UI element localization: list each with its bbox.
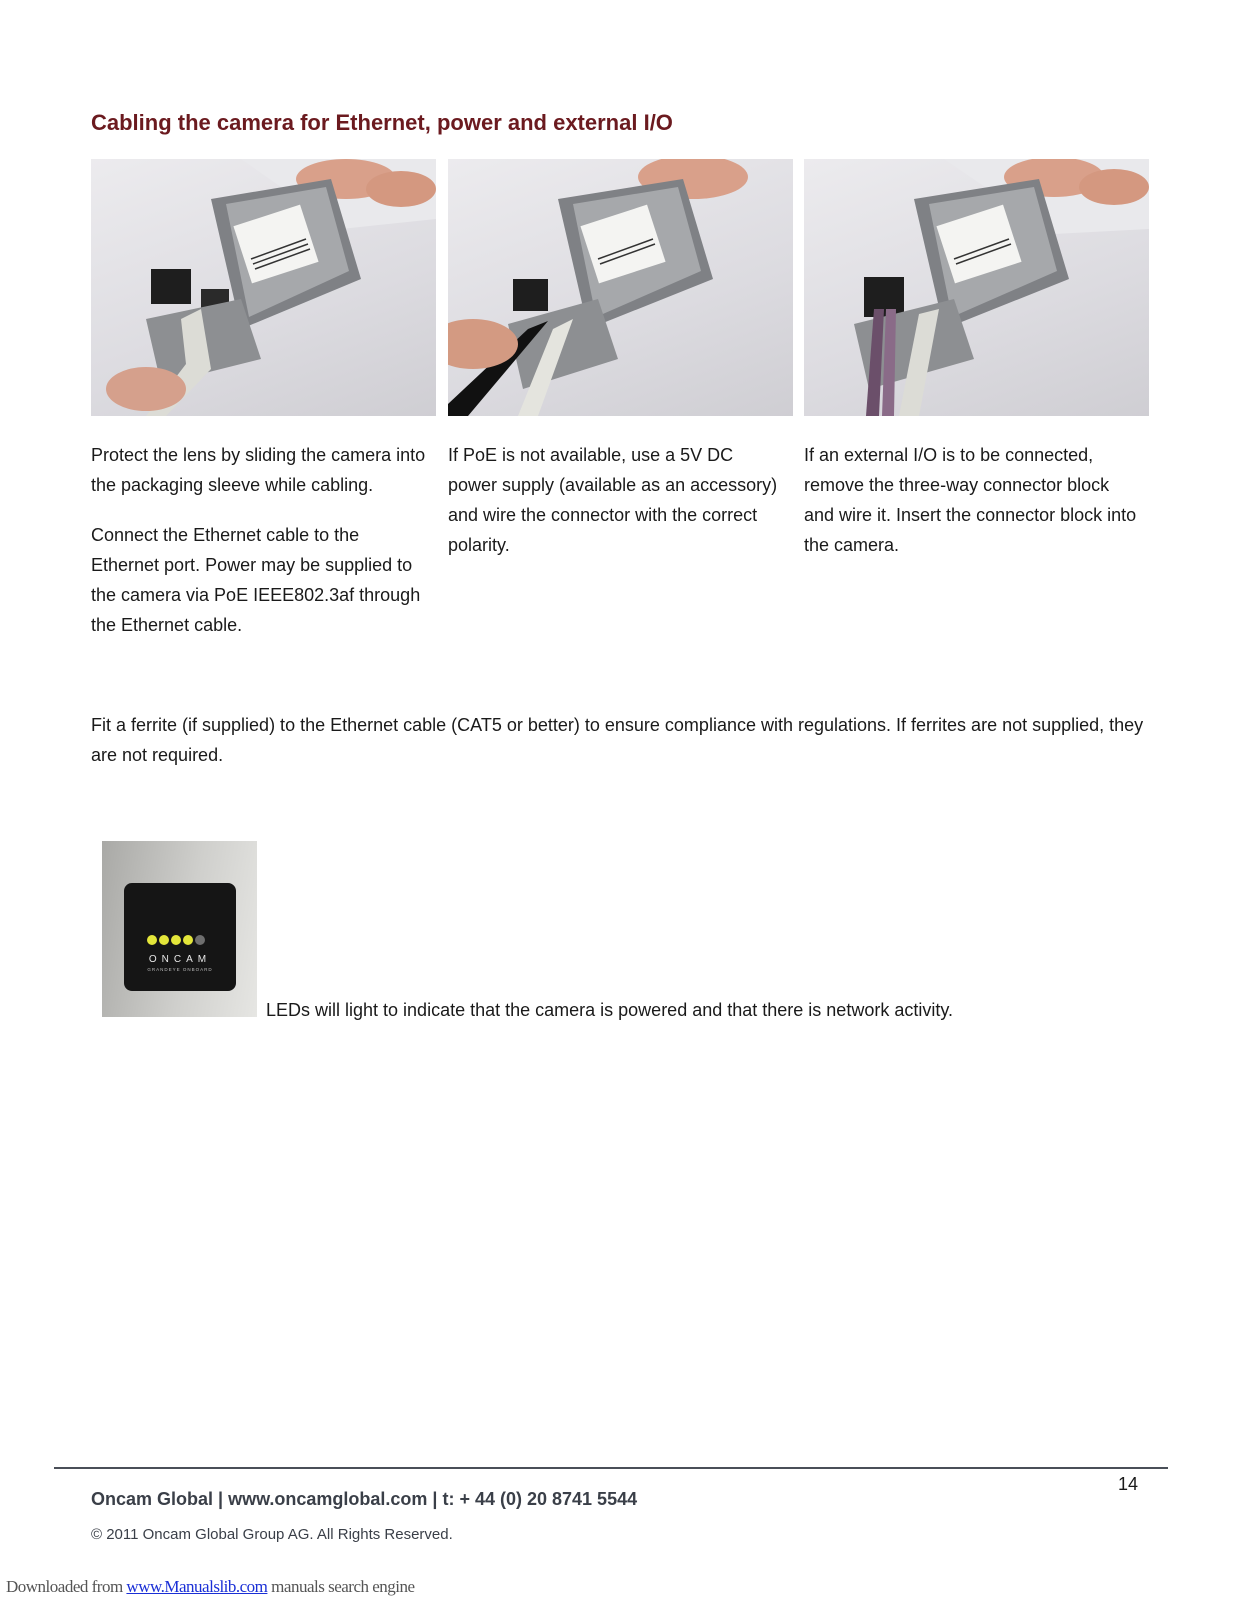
- manualslib-link[interactable]: www.Manualslib.com: [126, 1577, 268, 1596]
- oncam-logo-text: ONCAM: [148, 954, 212, 965]
- column-external-io: [804, 440, 1144, 580]
- paragraph: If PoE is not available, use a 5V DC power supply (available as an accessory) and wire the connector with the correct polarity.: [448, 445, 778, 555]
- photo-dc-power-cabling: [448, 159, 793, 416]
- column-dc-power: [448, 440, 778, 580]
- column-ethernet: [91, 440, 431, 660]
- photo-external-io-cabling: [804, 159, 1149, 416]
- download-prefix: Downloaded from: [6, 1577, 127, 1596]
- section-heading: Cabling the camera for Ethernet, power and external I/O: [91, 110, 673, 135]
- download-suffix: manuals search engine: [267, 1577, 415, 1596]
- photo-ethernet-cabling: [91, 159, 436, 416]
- grandeye-logo-text: GRANDEYE ONBOARD: [147, 967, 213, 972]
- paragraph: Connect the Ethernet cable to the Ethernet port. Power may be supplied to the camera via PoE IEEE802.3af through the Ethernet cable.: [91, 525, 421, 635]
- led-caption: LEDs will light to indicate that the camera is powered and that there is network activity.: [266, 1000, 953, 1020]
- footer-divider: [54, 1467, 1168, 1469]
- page-number: 14: [1118, 1474, 1139, 1494]
- ferrite-note: Fit a ferrite (if supplied) to the Ethernet cable (CAT5 or better) to ensure compliance with regulations. If ferrites are not supplied, they are not required.: [91, 715, 1144, 765]
- paragraph: If an external I/O is to be connected, remove the three-way connector block and wire it. Insert the connector block into the camera.: [804, 445, 1137, 555]
- download-bar: [6, 1577, 415, 1597]
- paragraph: Protect the lens by sliding the camera into the packaging sleeve while cabling.: [91, 445, 426, 495]
- footer-contact: Oncam Global | www.oncamglobal.com | t: + 44 (0) 20 8741 5544: [91, 1489, 638, 1509]
- footer-copyright: © 2011 Oncam Global Group AG. All Rights Reserved.: [91, 1526, 453, 1543]
- photo-led-panel: [102, 841, 257, 1017]
